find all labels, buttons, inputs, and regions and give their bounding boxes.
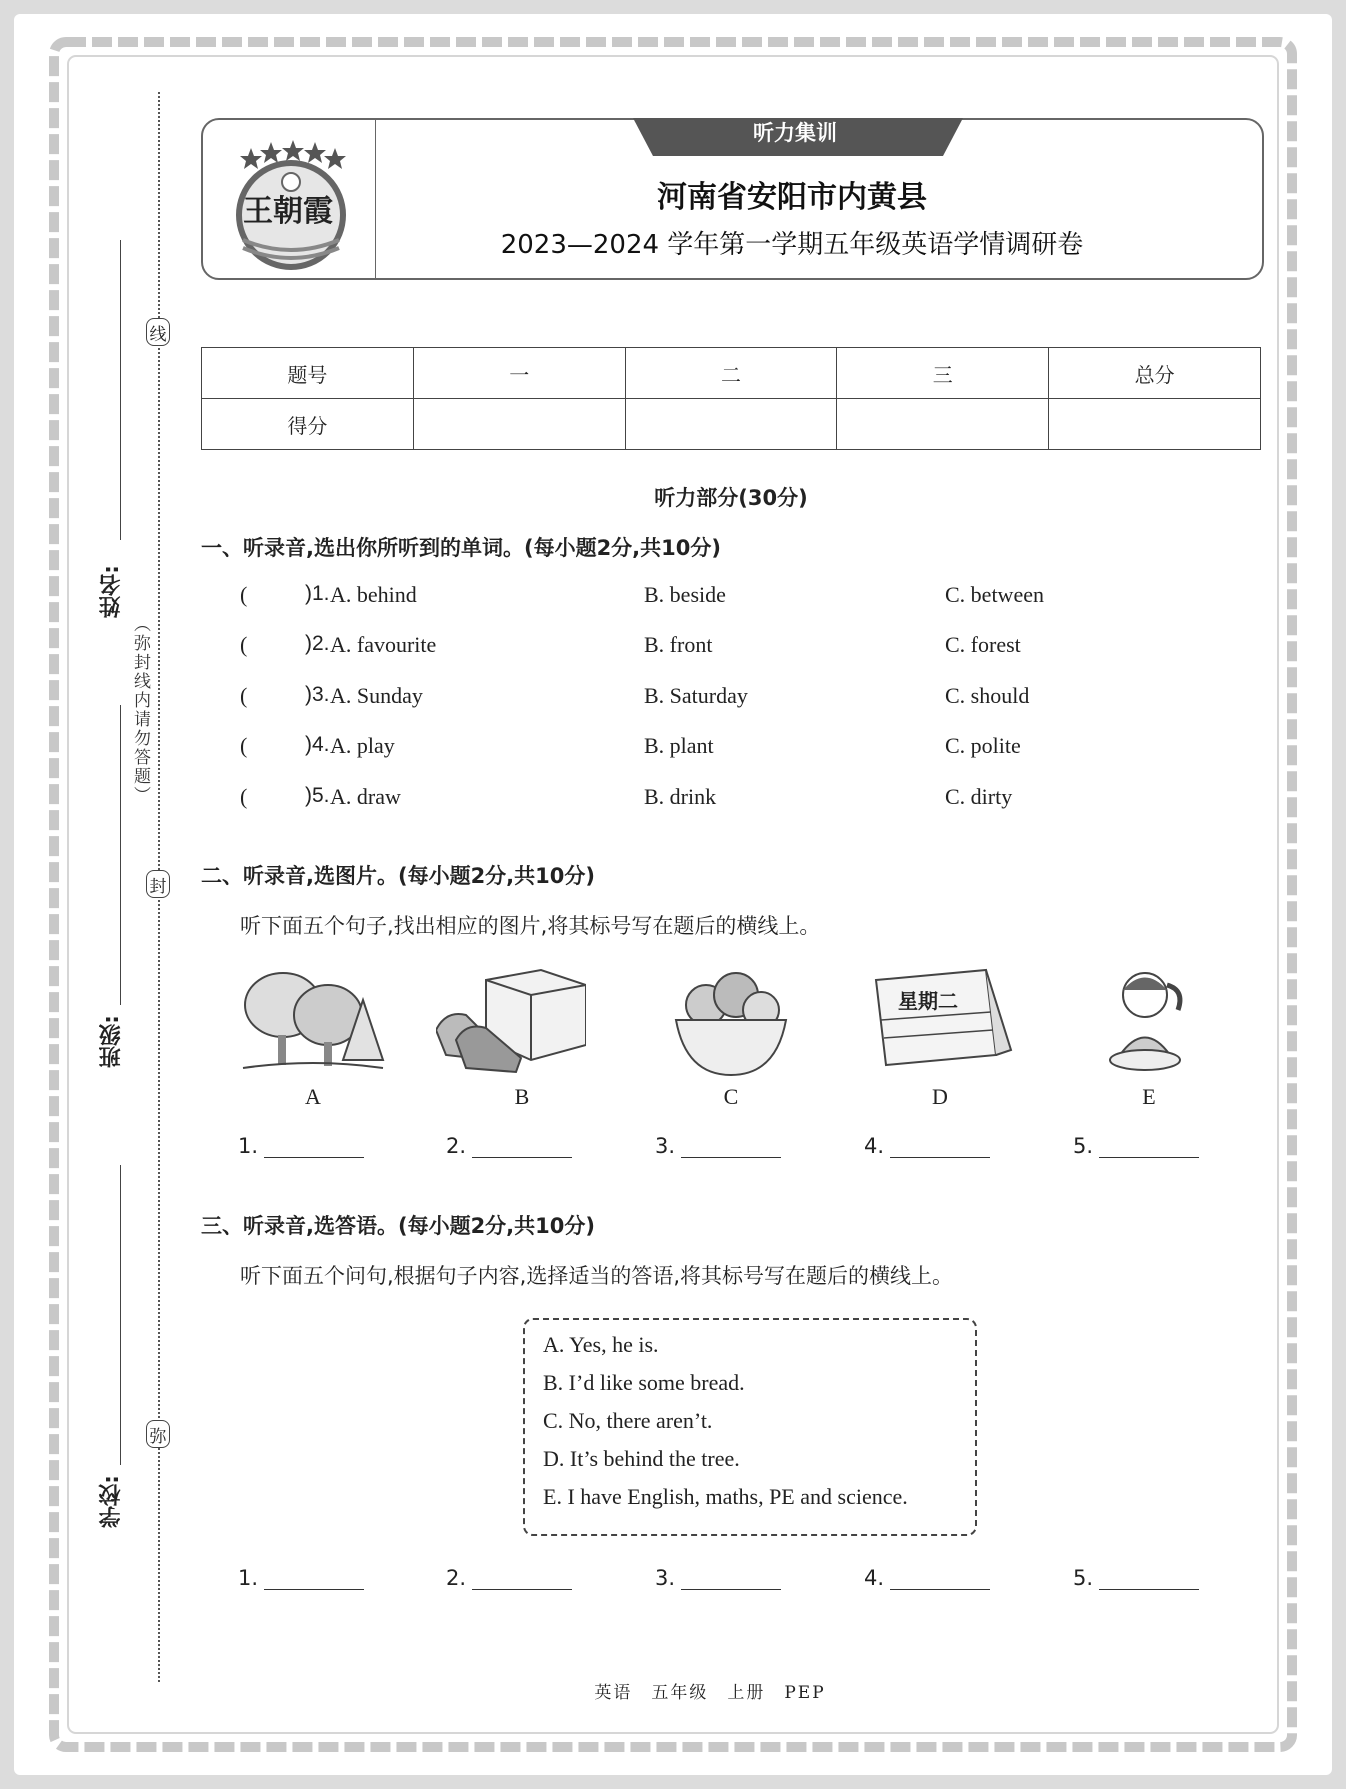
name-field[interactable] [120,240,121,540]
answer-blank[interactable]: 4. [864,1566,990,1590]
score-row [202,399,1261,450]
option-a: A. behind [330,582,417,607]
picture-label: C [723,1084,739,1109]
page-footer: 英语 五年级 上册 PEP [594,1683,826,1703]
salad-bowl-icon [656,960,806,1080]
picture-label: B [514,1084,530,1109]
question-number: )2. [305,632,330,655]
question-number: )3. [305,683,330,706]
question-number: )4. [305,733,330,756]
answer-blank[interactable]: 5. [1073,1134,1199,1158]
question-row [240,582,1260,618]
question-number: )5. [305,784,330,807]
option-b: B. front [644,632,713,657]
class-field[interactable] [120,705,121,1005]
option-b: B. Saturday [644,683,748,708]
calendar-text: 星期二 [898,989,958,1013]
option-c: C. between [945,582,1044,607]
option-a: A. play [330,733,395,758]
score-cell[interactable] [837,399,1049,450]
option-b: B. plant [644,733,714,758]
margin-tag-seal: 封 [146,870,170,898]
answer-paren[interactable]: ( [240,632,248,657]
forest-icon [238,960,388,1080]
answer-option: D. It’s behind the tree. [543,1446,740,1471]
section3-instruction: 听下面五个问句,根据句子内容,选择适当的答语,将其标号写在题后的横线上。 [240,1264,954,1288]
option-c: C. forest [945,632,1021,657]
margin-tag-line: 线 [146,318,170,346]
answer-blank[interactable]: 3. [655,1566,781,1590]
option-a: A. favourite [330,632,437,657]
answer-paren[interactable]: ( [240,582,248,607]
answer-blank[interactable]: 1. [238,1134,364,1158]
section2-instruction: 听下面五个句子,找出相应的图片,将其标号写在题后的横线上。 [240,914,821,938]
no-answer-note: （弥封线内请勿答题） [130,615,150,805]
question-row [240,632,1260,668]
answer-blank[interactable]: 2. [446,1134,572,1158]
header-tab-label: 听力集训 [753,121,837,145]
question-row [240,784,1260,820]
section3-title: 三、听录音,选答语。(每小题2分,共10分) [201,1214,595,1238]
answer-options-box [523,1318,977,1536]
margin-tag-mi: 弥 [146,1420,170,1448]
listening-part-title: 听力部分(30分) [654,486,808,510]
answer-option: E. I have English, maths, PE and science. [543,1484,908,1509]
page-subtitle: 2023—2024 学年第一学期五年级英语学情调研卷 [500,230,1084,260]
score-cell[interactable] [413,399,625,450]
score-cell[interactable] [625,399,837,450]
answer-option: C. No, there aren’t. [543,1408,713,1433]
score-header-cell: 三 [837,348,1049,399]
school-label: 学校: [99,1475,124,1528]
picture-label: A [305,1084,321,1109]
option-c: C. polite [945,733,1021,758]
logo-text: 王朝霞 [243,194,333,229]
picture-label: D [932,1084,948,1109]
calendar-icon [866,960,1016,1080]
answer-blank[interactable]: 3. [655,1134,781,1158]
question-number: )1. [305,582,330,605]
score-row-label: 得分 [202,399,414,450]
picture-label: E [1142,1084,1156,1109]
score-table [201,347,1261,450]
score-header-cell: 二 [625,348,837,399]
answer-blank[interactable]: 4. [864,1134,990,1158]
section2-title: 二、听录音,选图片。(每小题2分,共10分) [201,864,595,888]
answer-blank[interactable]: 1. [238,1566,364,1590]
option-c: C. should [945,683,1030,708]
section1-title: 一、听录音,选出你所听到的单词。(每小题2分,共10分) [201,536,721,560]
school-field[interactable] [120,1165,121,1465]
score-header-cell: 题号 [202,348,414,399]
answer-paren[interactable]: ( [240,784,248,809]
option-a: A. Sunday [330,683,423,708]
answer-option: A. Yes, he is. [543,1332,659,1357]
option-c: C. dirty [945,784,1013,809]
shoes-box-icon [436,960,586,1080]
answer-paren[interactable]: ( [240,733,248,758]
answer-blank[interactable]: 2. [446,1566,572,1590]
score-header-row [202,348,1261,399]
option-b: B. beside [644,582,726,607]
option-b: B. drink [644,784,717,809]
score-cell[interactable] [1049,399,1261,450]
answer-option: B. I’d like some bread. [543,1370,745,1395]
question-row [240,733,1260,769]
name-label: 姓名: [99,565,124,618]
question-row [240,683,1260,719]
girl-washing-icon [1070,960,1220,1080]
answer-paren[interactable]: ( [240,683,248,708]
score-header-cell: 一 [413,348,625,399]
score-header-cell: 总分 [1049,348,1261,399]
class-label: 班级: [99,1015,124,1068]
page-title: 河南省安阳市内黄县 [657,180,927,215]
option-a: A. draw [330,784,401,809]
answer-blank[interactable]: 5. [1073,1566,1199,1590]
